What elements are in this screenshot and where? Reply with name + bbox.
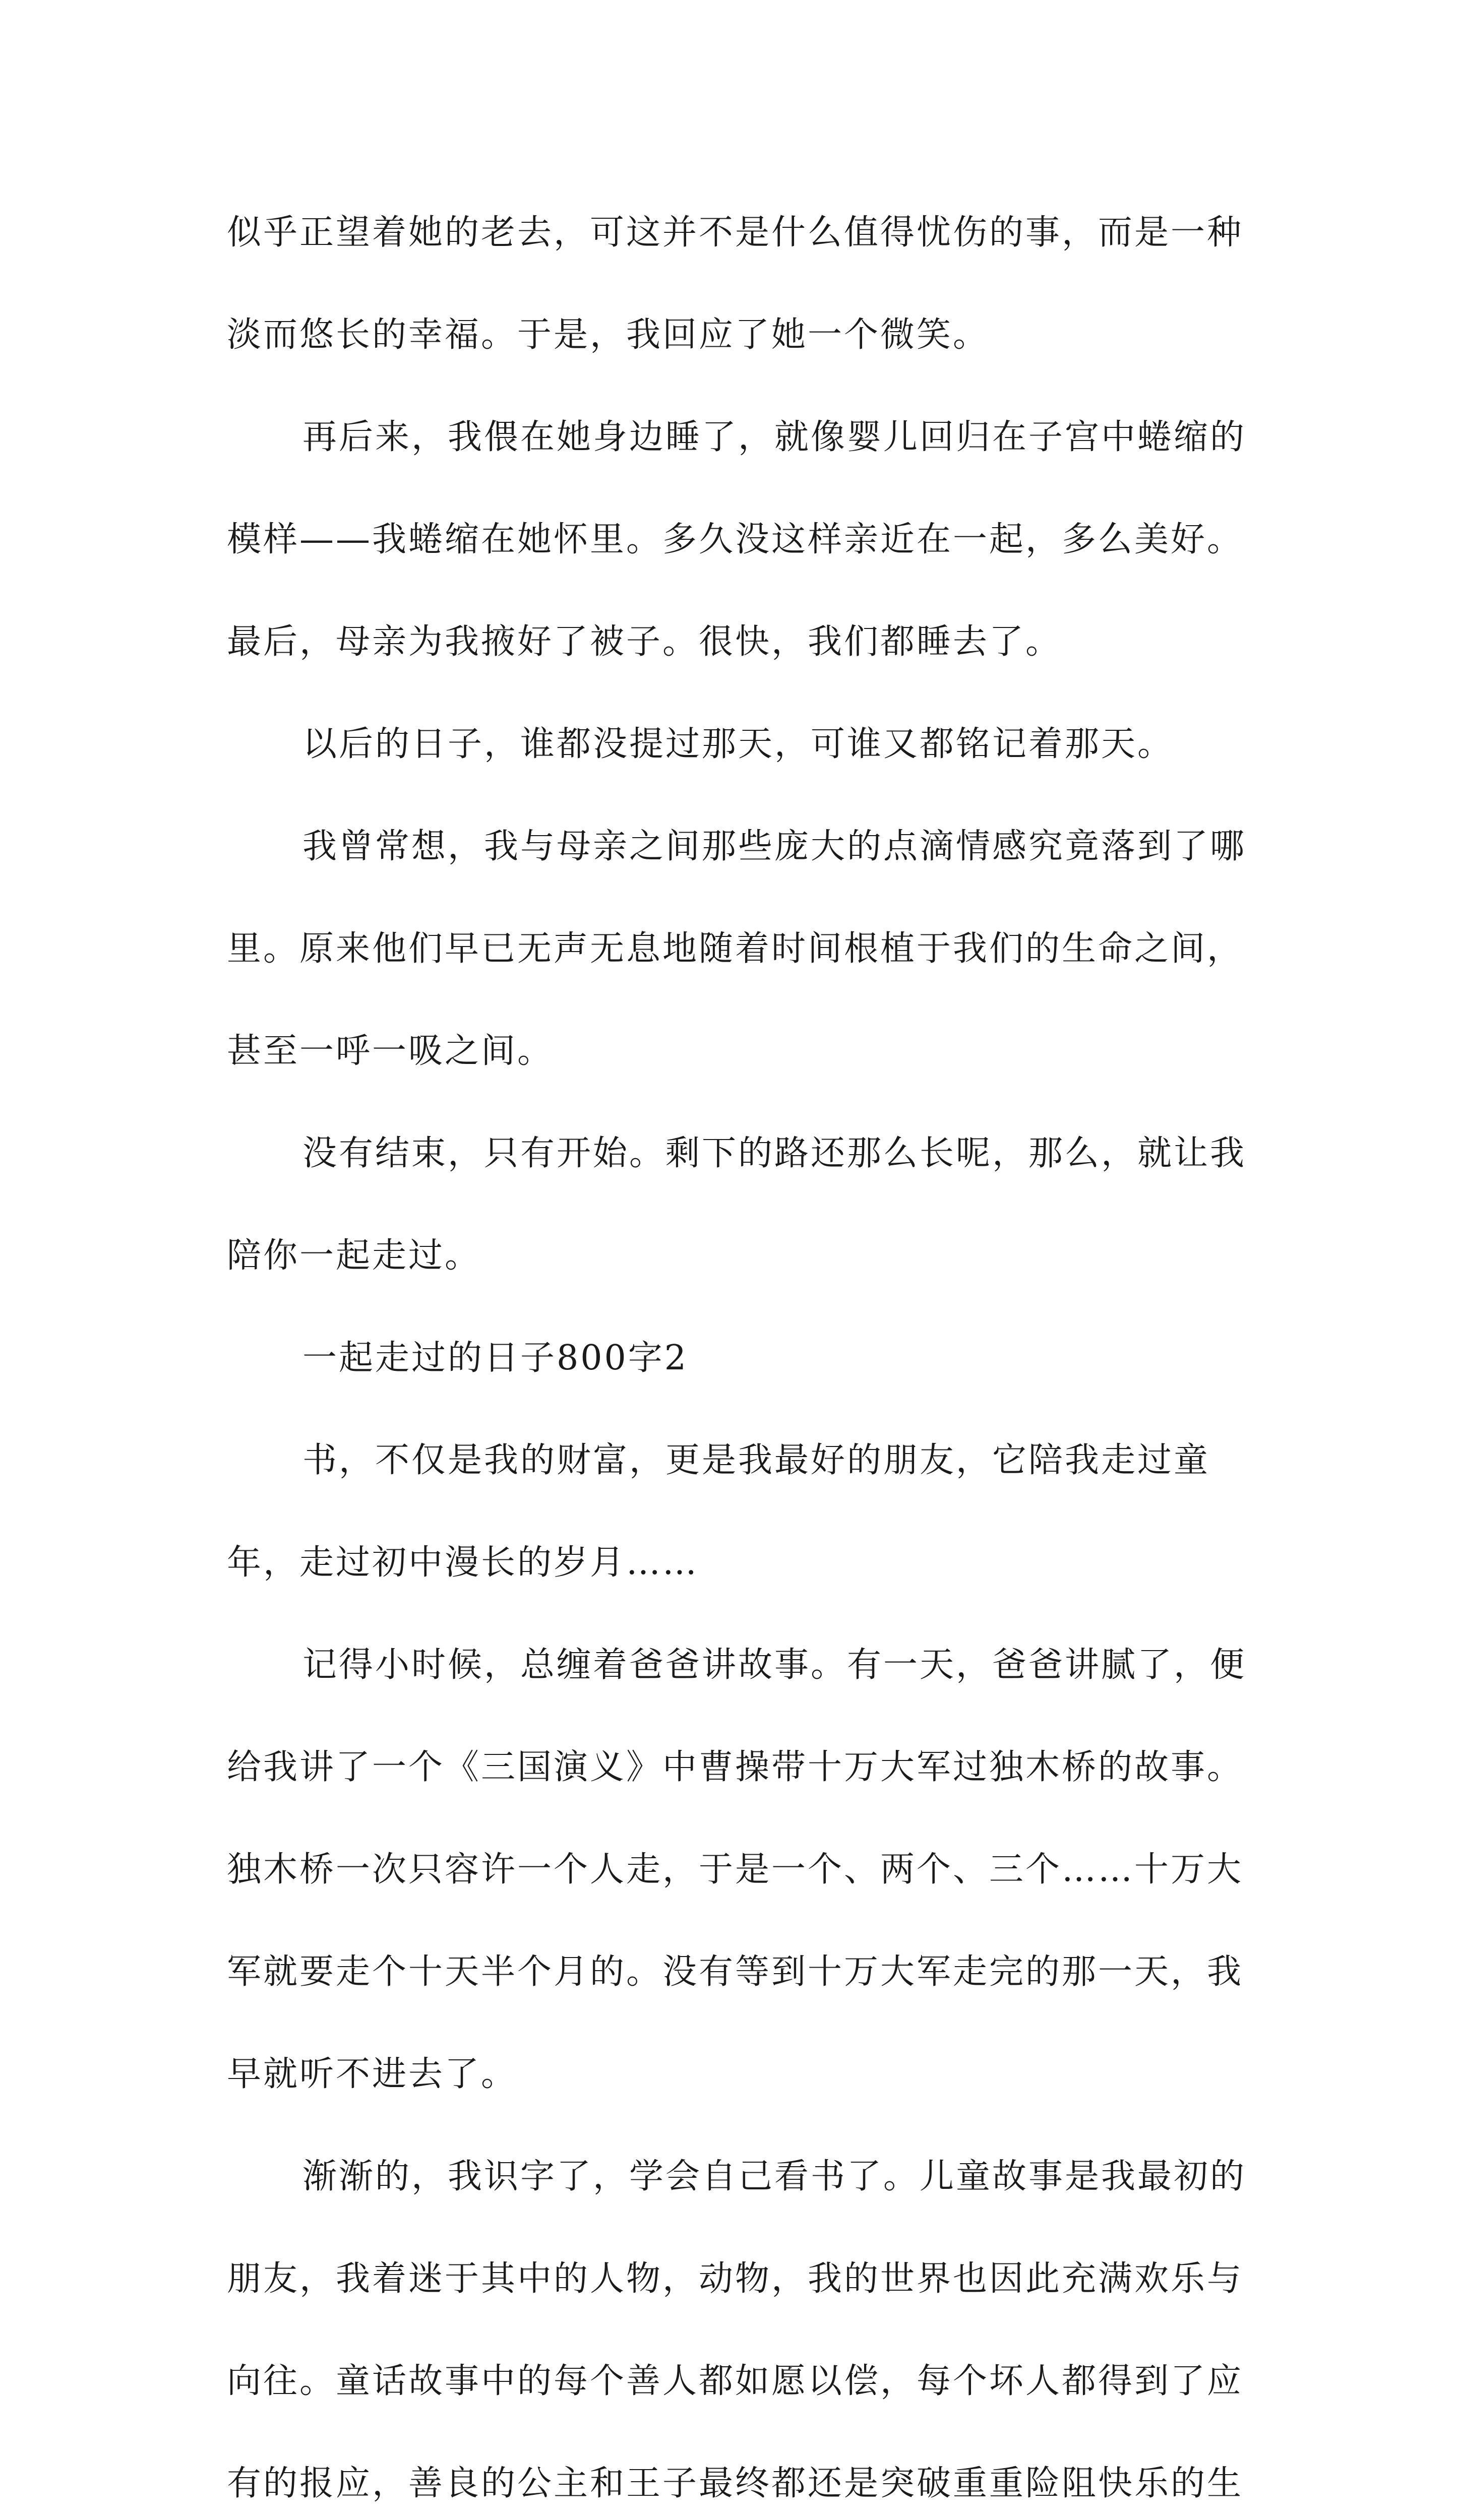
article-body — [227, 181, 1250, 2520]
paragraph: 没有结束，只有开始。剩下的路还那么长呢，那么，就让我陪你一起走过。 — [227, 1133, 1247, 1276]
paragraph: 再后来，我偎在她身边睡了，就像婴儿回归在子宫中蜷缩的模样——我蜷缩在她怀里。多久没这样亲近在一起，多么美好。最后，母亲为我掖好了被子。很快，我们都睡去了。 — [227, 417, 1247, 662]
paragraph: 记得小时候，总缠着爸爸讲故事。有一天，爸爸讲腻了，便给我讲了一个《三国演义》中曹操带十万大军过独木桥的故事。独木桥一次只容许一个人走，于是一个、两个、三个……十万大军就要走个十天半个月的。没有等到十万大军走完的那一天，我早就听不进去了。 — [227, 1645, 1247, 2094]
paragraph: 书，不仅是我的财富，更是我最好的朋友，它陪我走过童年，走过初中漫长的岁月…… — [227, 1440, 1210, 1583]
paragraph: 似乎正望着她的老去，可这并不是什么值得忧伤的事，而是一种淡而悠长的幸福。于是，我回应了她一个微笑。 — [227, 213, 1244, 355]
paragraph: 以后的日子，谁都没提过那天，可谁又都铭记着那天。 — [302, 724, 1174, 764]
paragraph: 渐渐的，我识字了，学会自己看书了。儿童故事是我最初的朋友，我着迷于其中的人物，动物，我的世界也因此充满欢乐与向往。童话故事中的每个善人都如愿以偿，每个坏人都得到了应有的报应，善良的公主和王子最终都还是突破重重险阻快乐的生 — [227, 2157, 1247, 2503]
section-heading: 一起走过的日子800字2 — [302, 1338, 689, 1378]
paragraph: 我曾常想，我与母亲之间那些庞大的点滴情感究竟落到了哪里。原来他们早已无声无息地随着时间根植于我们的生命之间，甚至一呼一吸之间。 — [227, 827, 1247, 1071]
